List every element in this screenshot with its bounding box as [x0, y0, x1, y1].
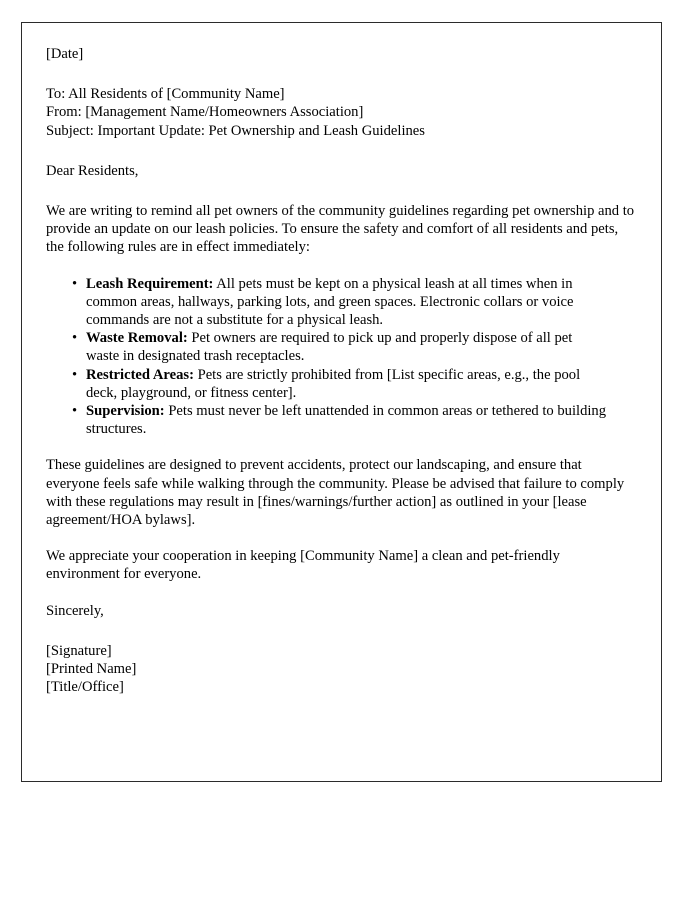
bullet-icon: •	[72, 403, 78, 420]
rule-text: Pets are strictly prohibited from [List specific areas, e.g., the pool deck, playground, or fitness center].	[86, 366, 581, 401]
list-item	[46, 329, 608, 365]
spacer-after-enforcement	[46, 529, 636, 547]
list-item	[46, 366, 608, 402]
bullet-icon: •	[72, 275, 78, 292]
rule-text: Pet owners are required to pick up and properly dispose of all pet waste in designated trash receptacles.	[86, 330, 573, 365]
list-item	[46, 402, 608, 438]
title-office-placeholder: [Title/Office]	[46, 679, 124, 696]
letter-border-frame	[21, 22, 662, 782]
bullet-icon: •	[72, 330, 78, 347]
sign-off: Sincerely,	[46, 602, 104, 619]
spacer-after-address	[46, 140, 636, 162]
letter-content	[46, 45, 636, 696]
signature-placeholder: [Signature]	[46, 642, 112, 659]
sender-line: From: [Management Name/Homeowners Association]	[46, 104, 364, 121]
rule-term: Restricted Areas:	[86, 366, 194, 383]
recipient-line: To: All Residents of [Community Name]	[46, 86, 285, 103]
intro-paragraph: We are writing to remind all pet owners of the community guidelines regarding pet ownership and to provide an update on our leash policies. To ensure the safety and comfort of all residents and pets, the following rules are in effect immediately:	[46, 203, 635, 256]
spacer-before-rules	[46, 257, 636, 275]
spacer-after-signoff	[46, 620, 636, 642]
rule-term: Leash Requirement:	[86, 275, 214, 292]
bullet-icon: •	[72, 366, 78, 383]
printed-name-placeholder: [Printed Name]	[46, 661, 137, 678]
spacer-after-rules	[46, 438, 636, 456]
rule-text: All pets must be kept on a physical leash at all times when in common areas, hallways, parking lots, and green spaces. Electronic collars or voice commands are not a substitute for a physical leash.	[86, 275, 574, 329]
list-item	[46, 275, 608, 330]
date-placeholder: [Date]	[46, 46, 84, 62]
subject-line: Subject: Important Update: Pet Ownership and Leash Guidelines	[46, 122, 425, 139]
spacer-before-signoff	[46, 584, 636, 602]
spacer-after-date	[46, 63, 636, 85]
rules-list	[46, 275, 636, 439]
enforcement-paragraph: These guidelines are designed to prevent accidents, protect our landscaping, and ensure that everyone feels safe while walking through the community. Please be advised that failure to comply with these regulations may result in [fines/warnings/further action] as outlined in your [lease agreement/HOA bylaws].	[46, 457, 625, 529]
signature-block	[46, 642, 636, 697]
rule-text: Pets must never be left unattended in common areas or tethered to building structures.	[86, 403, 607, 438]
closing-paragraph: We appreciate your cooperation in keeping [Community Name] a clean and pet-friendly environment for everyone.	[46, 548, 560, 583]
rule-term: Supervision:	[86, 403, 165, 420]
rule-term: Waste Removal:	[86, 330, 188, 347]
salutation: Dear Residents,	[46, 162, 139, 179]
spacer-after-salutation	[46, 180, 636, 202]
address-block	[46, 85, 636, 140]
